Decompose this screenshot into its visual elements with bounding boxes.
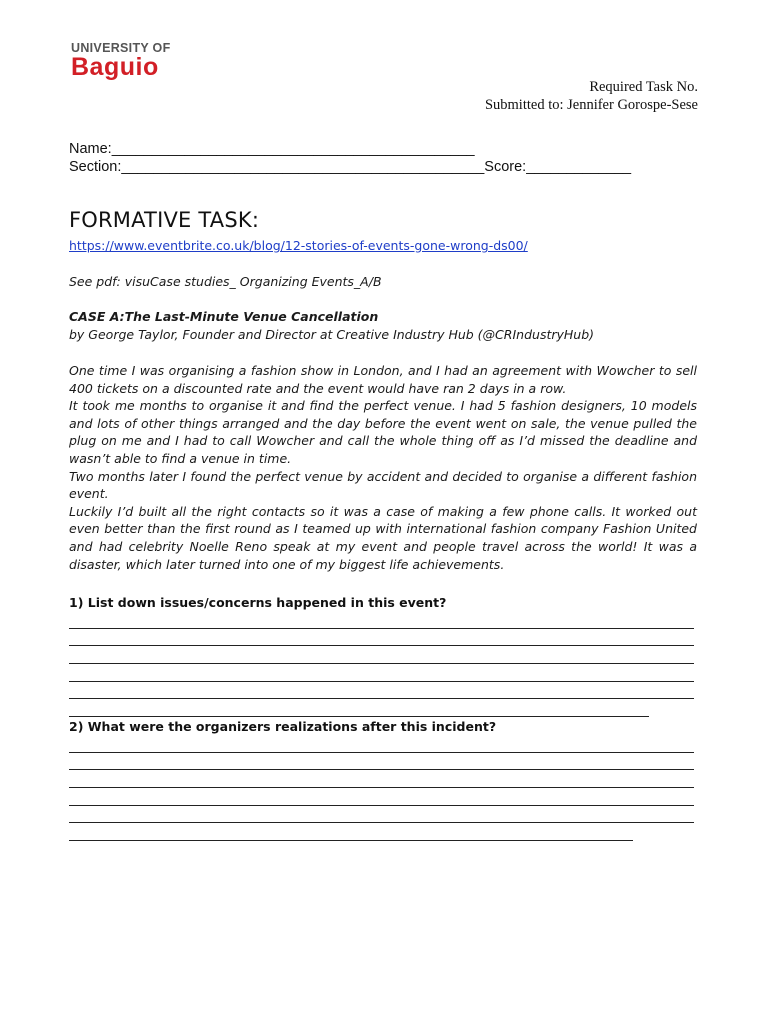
submitted-to-label: Submitted to: Jennifer Gorospe-Sese — [484, 97, 698, 113]
case-title: CASE A:The Last-Minute Venue Cancellation — [69, 309, 379, 324]
answer-line[interactable] — [69, 806, 694, 824]
answer-line[interactable] — [69, 664, 694, 682]
answer-line[interactable] — [69, 699, 649, 717]
answer-line[interactable] — [69, 646, 694, 664]
case-byline: by George Taylor, Founder and Director at Creative Industry Hub (@CRIndustryHub) — [69, 327, 595, 342]
required-task-label: Required Task No. — [589, 79, 698, 95]
answer-lines-2[interactable] — [69, 735, 694, 841]
story-paragraph: One time I was organising a fashion show in London, and I had an agreement with Wowcher to sell 400 tickets on a discounted rate and the event would have ran 2 days in a row. — [69, 363, 697, 396]
name-field-line: Name:_____________________________________________ — [69, 141, 475, 157]
case-story — [69, 362, 697, 573]
eventbrite-link[interactable]: https://www.eventbrite.co.uk/blog/12-stories-of-events-gone-wrong-ds00/ — [69, 238, 528, 253]
logo-top-text: UNIVERSITY OF — [71, 41, 171, 55]
page-title: FORMATIVE TASK: — [69, 208, 260, 232]
question-1: 1) List down issues/concerns happened in this event? — [69, 595, 447, 610]
story-paragraph: Luckily I’d built all the right contacts so it was a case of making a few phone calls. It worked out even better than the first round as I teamed up with international fashion company Fashion United and had celebrity Noelle Reno speak at my event and people travel across the world! It was a disaster, which later turned into one of my biggest life achievements. — [69, 503, 697, 572]
section-score-line: Section:_____________________________________________Score:_____________ — [69, 159, 632, 175]
answer-line[interactable] — [69, 629, 694, 647]
answer-line[interactable] — [69, 823, 633, 841]
logo-main-text: Baguio — [71, 53, 159, 81]
university-logo — [71, 42, 171, 79]
answer-line[interactable] — [69, 611, 694, 629]
story-paragraph: Two months later I found the perfect venue by accident and decided to organise a different fashion event. — [69, 468, 697, 502]
question-2: 2) What were the organizers realizations after this incident? — [69, 719, 497, 734]
answer-line[interactable] — [69, 788, 694, 806]
see-pdf-note: See pdf: visuCase studies_ Organizing Events_A/B — [69, 274, 382, 289]
answer-lines-1[interactable] — [69, 611, 694, 717]
answer-line[interactable] — [69, 735, 694, 753]
task-header — [485, 78, 698, 114]
answer-line[interactable] — [69, 682, 694, 700]
story-paragraph: It took me months to organise it and find the perfect venue. I had 5 fashion designers, 10 models and lots of other things arranged and the day before the event went on sale, the venue pulled the plug on me and I had to call Wowcher and call the whole thing off as I’d missed the deadline and wasn’t able to find a venue in time. — [69, 398, 697, 466]
answer-line[interactable] — [69, 753, 694, 771]
answer-line[interactable] — [69, 770, 694, 788]
